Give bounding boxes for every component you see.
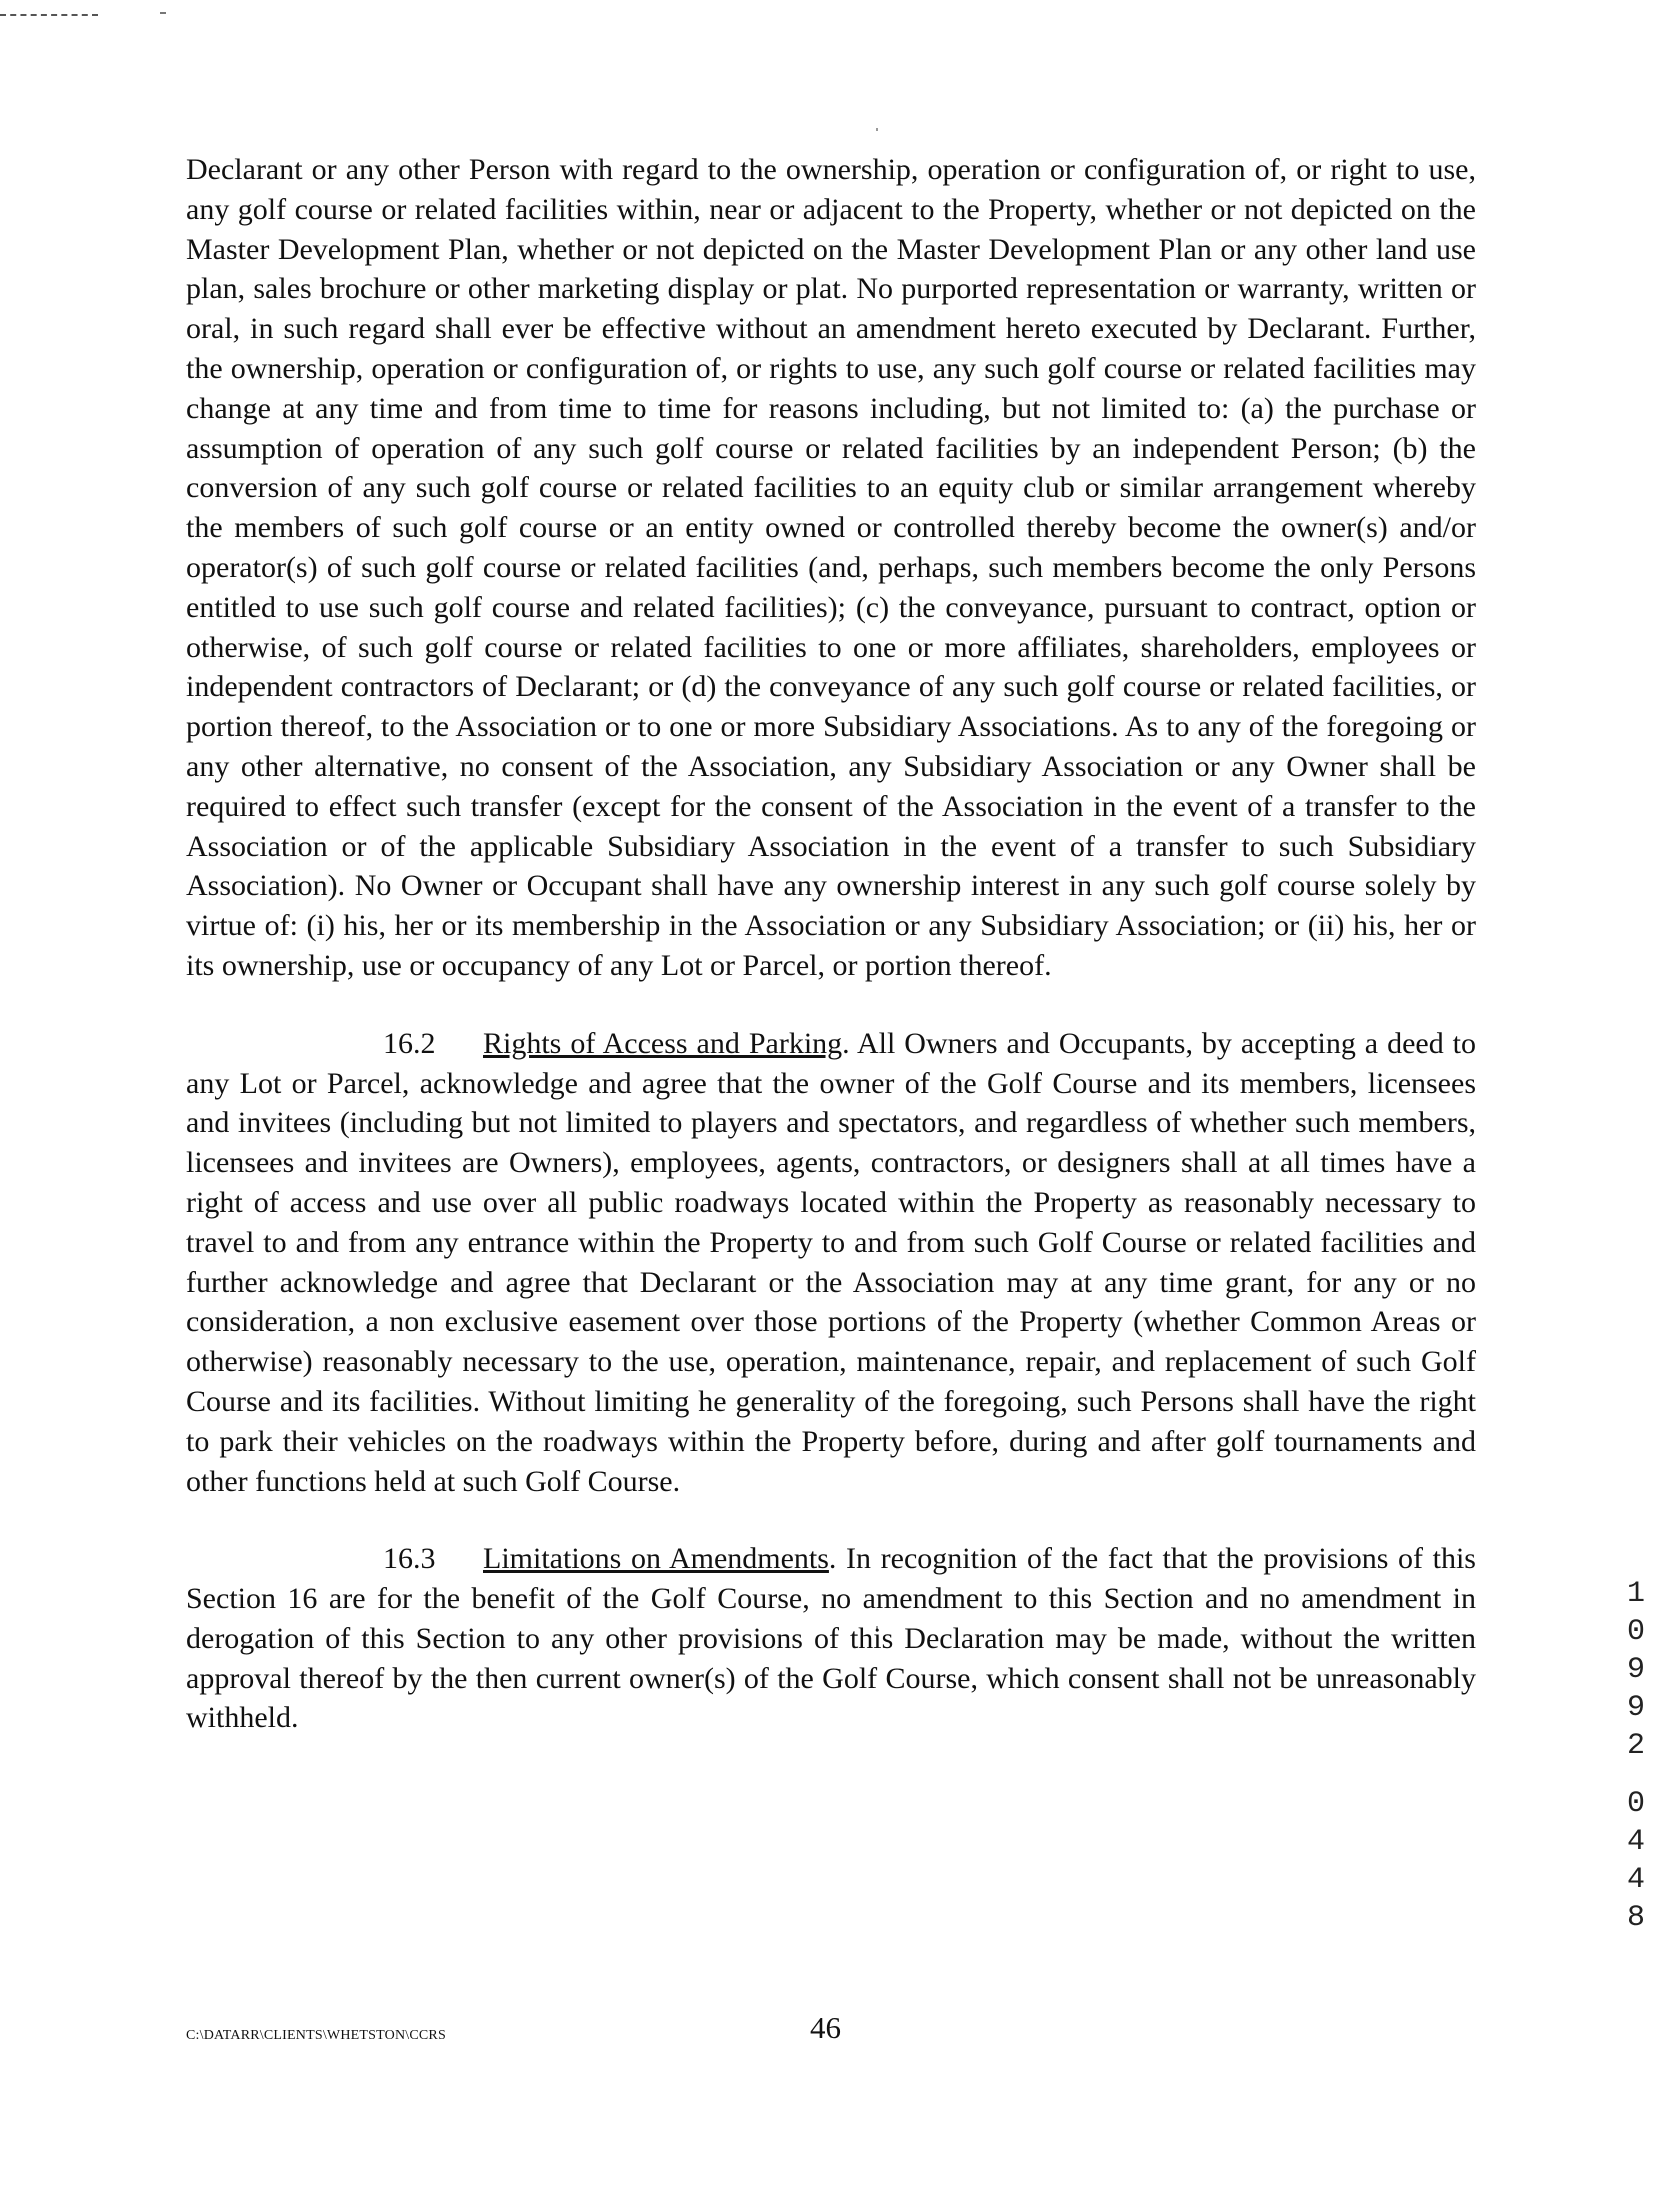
stamp-digit: 2 (1626, 1729, 1645, 1763)
stamp-digit: 0 (1626, 1615, 1645, 1649)
document-body (186, 150, 1476, 1738)
stamp-digit: 8 (1626, 1901, 1645, 1935)
stamp-gap (1616, 1765, 1656, 1785)
page-number: 46 (810, 2010, 841, 2045)
scan-speck (160, 12, 166, 14)
recording-number-stamp (1616, 1575, 1656, 1937)
stamp-digit: 9 (1626, 1691, 1645, 1725)
section-16-3 (186, 1539, 1476, 1738)
stamp-digit: 4 (1626, 1863, 1645, 1897)
stamp-digit: 9 (1626, 1653, 1645, 1687)
section-title: Limitations on Amendments (483, 1542, 829, 1576)
stamp-digit: 1 (1626, 1577, 1645, 1611)
stamp-digit: 4 (1626, 1825, 1645, 1859)
section-title: Rights of Access and Parking (483, 1026, 843, 1060)
continuation-paragraph: Declarant or any other Person with regard to the ownership, operation or configuration of, or right to use, any golf course or related facilities within, near or adjacent to the Property, whether or not depicted on the Master Development Plan, whether or not depicted on the Master Development Plan or any other land use plan, sales brochure or other marketing display or plat. No purported representation or warranty, written or oral, in such regard shall ever be effective without an amendment hereto executed by Declarant. Further, the ownership, operation or configuration of, or rights to use, any such golf course or related facilities may change at any time and from time to time for reasons including, but not limited to: (a) the purchase or assumption of operation of any such golf course or related facilities by an independent Person; (b) the conversion of any such golf course or related facilities to an equity club or similar arrangement whereby the members of such golf course or an entity owned or controlled thereby become the owner(s) and/or operator(s) of such golf course or related facilities (and, perhaps, such members become the only Persons entitled to use such golf course and related facilities); (c) the conveyance, pursuant to contract, option or otherwise, of such golf course or related facilities to one or more affiliates, shareholders, employees or independent contractors of Declarant; or (d) the conveyance of any such golf course or related facilities, or portion thereof, to the Association or to one or more Subsidiary Associations. As to any of the foregoing or any other alternative, no consent of the Association, any Subsidiary Association or any Owner shall be required to effect such transfer (except for the consent of the Association in the event of a transfer to the Association or of the applicable Subsidiary Association in the event of a transfer to such Subsidiary Association). No Owner or Occupant shall have any ownership interest in any such golf course solely by virtue of: (i) his, her or its membership in the Association or any Subsidiary Association; or (ii) his, her or its ownership, use or occupancy of any Lot or Parcel, or portion thereof. (186, 153, 1476, 982)
scan-speck (876, 128, 878, 131)
stamp-digit: 0 (1626, 1787, 1645, 1821)
section-text: . All Owners and Occupants, by accepting a deed to any Lot or Parcel, acknowledge and agree that the owner of the Golf Course and its members, licensees and invitees (including but not limited to players and spectators, and regardless of whether such members, licensees and invitees are Owners), employees, agents, contractors, or designers shall at all times have a right of access and use over all public roadways located within the Property as reasonably necessary to travel to and from any entrance within the Property to and from such Golf Course or related facilities and further acknowledge and agree that Declarant or the Association may at any time grant, for any or no consideration, a non exclusive easement over those portions of the Property (whether Common Areas or otherwise) reasonably necessary to the use, operation, maintenance, repair, and replacement of such Golf Course and its facilities. Without limiting he generality of the foregoing, such Persons shall have the right to park their vehicles on the roadways within the Property before, during and after golf tournaments and other functions held at such Golf Course. (186, 1026, 1477, 1498)
section-number: 16.3 (383, 1542, 436, 1576)
section-number: 16.2 (383, 1026, 436, 1060)
footer-file-path: C:\DATARR\CLIENTS\WHETSTON\CCRS (186, 2028, 446, 2043)
section-16-2 (186, 1024, 1476, 1502)
section-text: . In recognition of the fact that the provisions of this Section 16 are for the benefit of the Golf Course, no amendment to this Section and no amendment in derogation of this Section to any other provisions of this Declaration may be made, without the written approval thereof by the then current owner(s) of the Golf Course, which consent shall not be unreasonably withheld. (186, 1542, 1476, 1735)
scan-edge-mark (0, 14, 98, 16)
